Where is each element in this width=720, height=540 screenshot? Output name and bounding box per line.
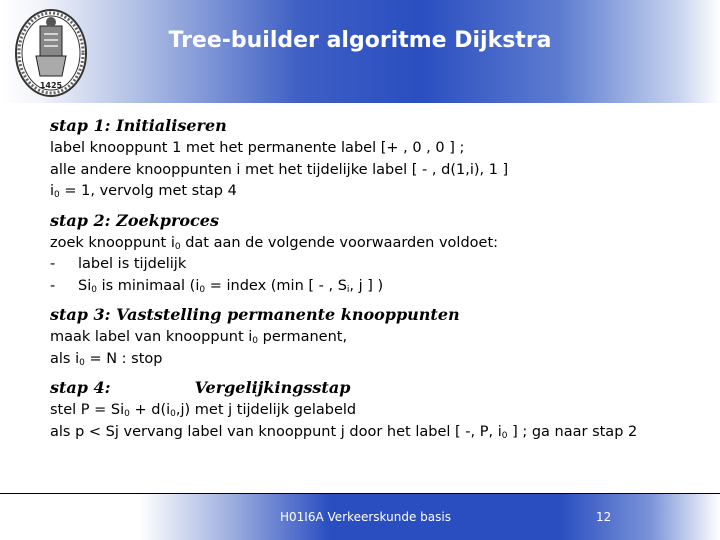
slide-content bbox=[50, 114, 715, 443]
step-2-heading: stap 2: Zoekproces bbox=[50, 210, 219, 230]
step-2-line-3: - $Si_0$ is minimaal ($i_0$ = index (min [ - , $S_i$, j ] ) bbox=[50, 277, 384, 295]
footer-course-name: H01I6A Verkeerskunde basis bbox=[280, 510, 451, 524]
footer-bar bbox=[0, 494, 720, 540]
header-bar bbox=[0, 0, 720, 103]
step-4-line-2: als p < Sj vervang label van knooppunt j door het label [ -, P, $i_0$ ] ; ga naar stap 2 bbox=[50, 423, 638, 441]
step-1-heading: stap 1: Initialiseren bbox=[50, 116, 227, 135]
step-3-heading: stap 3: Vaststelling permanente knooppunten bbox=[50, 305, 460, 324]
step-4-heading: stap 4: Vergelijkingsstap bbox=[50, 378, 351, 397]
slide-title: Tree-builder algoritme Dijkstra bbox=[168, 28, 552, 53]
step-2-line-2: - label is tijdelijk bbox=[50, 256, 187, 272]
step-1-line-3: $i_0 = 1$, vervolg met stap 4 bbox=[50, 183, 237, 200]
seal-year: 1425 bbox=[39, 81, 63, 90]
step-3-line-1: maak label van knooppunt $i_0$ permanent, bbox=[50, 329, 348, 346]
page-number: 12 bbox=[596, 510, 612, 524]
step-4-line-1: stel $P = Si_0 + d(i_0,j)$ met j tijdelijk gelabeld bbox=[50, 402, 357, 419]
step-2-line-1: zoek knooppunt $i_0$ dat aan de volgende voorwaarden voldoet: bbox=[50, 234, 499, 252]
step-3-line-2: als $i_0 = N$ : stop bbox=[50, 350, 163, 368]
step-1-line-1: label knooppunt 1 met het permanente label [+ , 0 , 0 ] ; bbox=[50, 140, 465, 156]
step-1-line-2: alle andere knooppunten i met het tijdelijke label [ - , d(1,i), 1 ] bbox=[50, 161, 509, 178]
university-seal-icon bbox=[14, 8, 88, 98]
